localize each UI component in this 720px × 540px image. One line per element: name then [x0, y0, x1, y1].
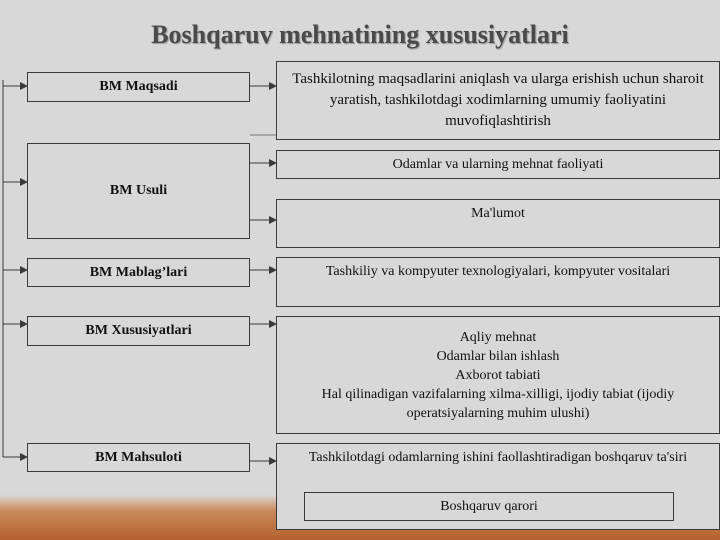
mahsuloti-text: Tashkilotdagi odamlarning ishini faollashtiradigan boshqaruv ta'siri: [308, 450, 688, 465]
xususiyat-item: Hal qilinadigan vazifalarning xilma-xilligi, ijodiy tabiat (ijodiy operatsiyalarning muhim ulushi): [321, 386, 675, 421]
box-bm-usuli: BM Usuli: [27, 143, 250, 239]
box-boshqaruv-qarori: Boshqaruv qarori: [304, 492, 674, 521]
box-bm-xususiyatlari: BM Xususiyatlari: [27, 316, 250, 346]
box-bm-mablaglari: BM Mablag’lari: [27, 258, 250, 287]
box-xususiyatlari-list: [276, 316, 720, 434]
box-usuli-information: Ma'lumot: [276, 199, 720, 248]
xususiyat-item: Odamlar bilan ishlash: [436, 348, 560, 364]
xususiyat-item: Axborot tabiati: [455, 367, 541, 383]
box-maqsadi-description: Tashkilotning maqsadlarini aniqlash va ularga erishish uchun sharoit yaratish, tashkilotdagi xodimlarning umumiy faoliyatini muvofiqlashtirish: [276, 61, 720, 140]
box-bm-mahsuloti: BM Mahsuloti: [27, 443, 250, 472]
box-mablaglari-description: Tashkiliy va kompyuter texnologiyalari, kompyuter vositalari: [276, 257, 720, 307]
page-title: Boshqaruv mehnatining xususiyatlari: [151, 20, 569, 49]
xususiyat-item: Aqliy mehnat: [459, 329, 537, 345]
box-usuli-people: Odamlar va ularning mehnat faoliyati: [276, 150, 720, 179]
box-bm-maqsadi: BM Maqsadi: [27, 72, 250, 102]
